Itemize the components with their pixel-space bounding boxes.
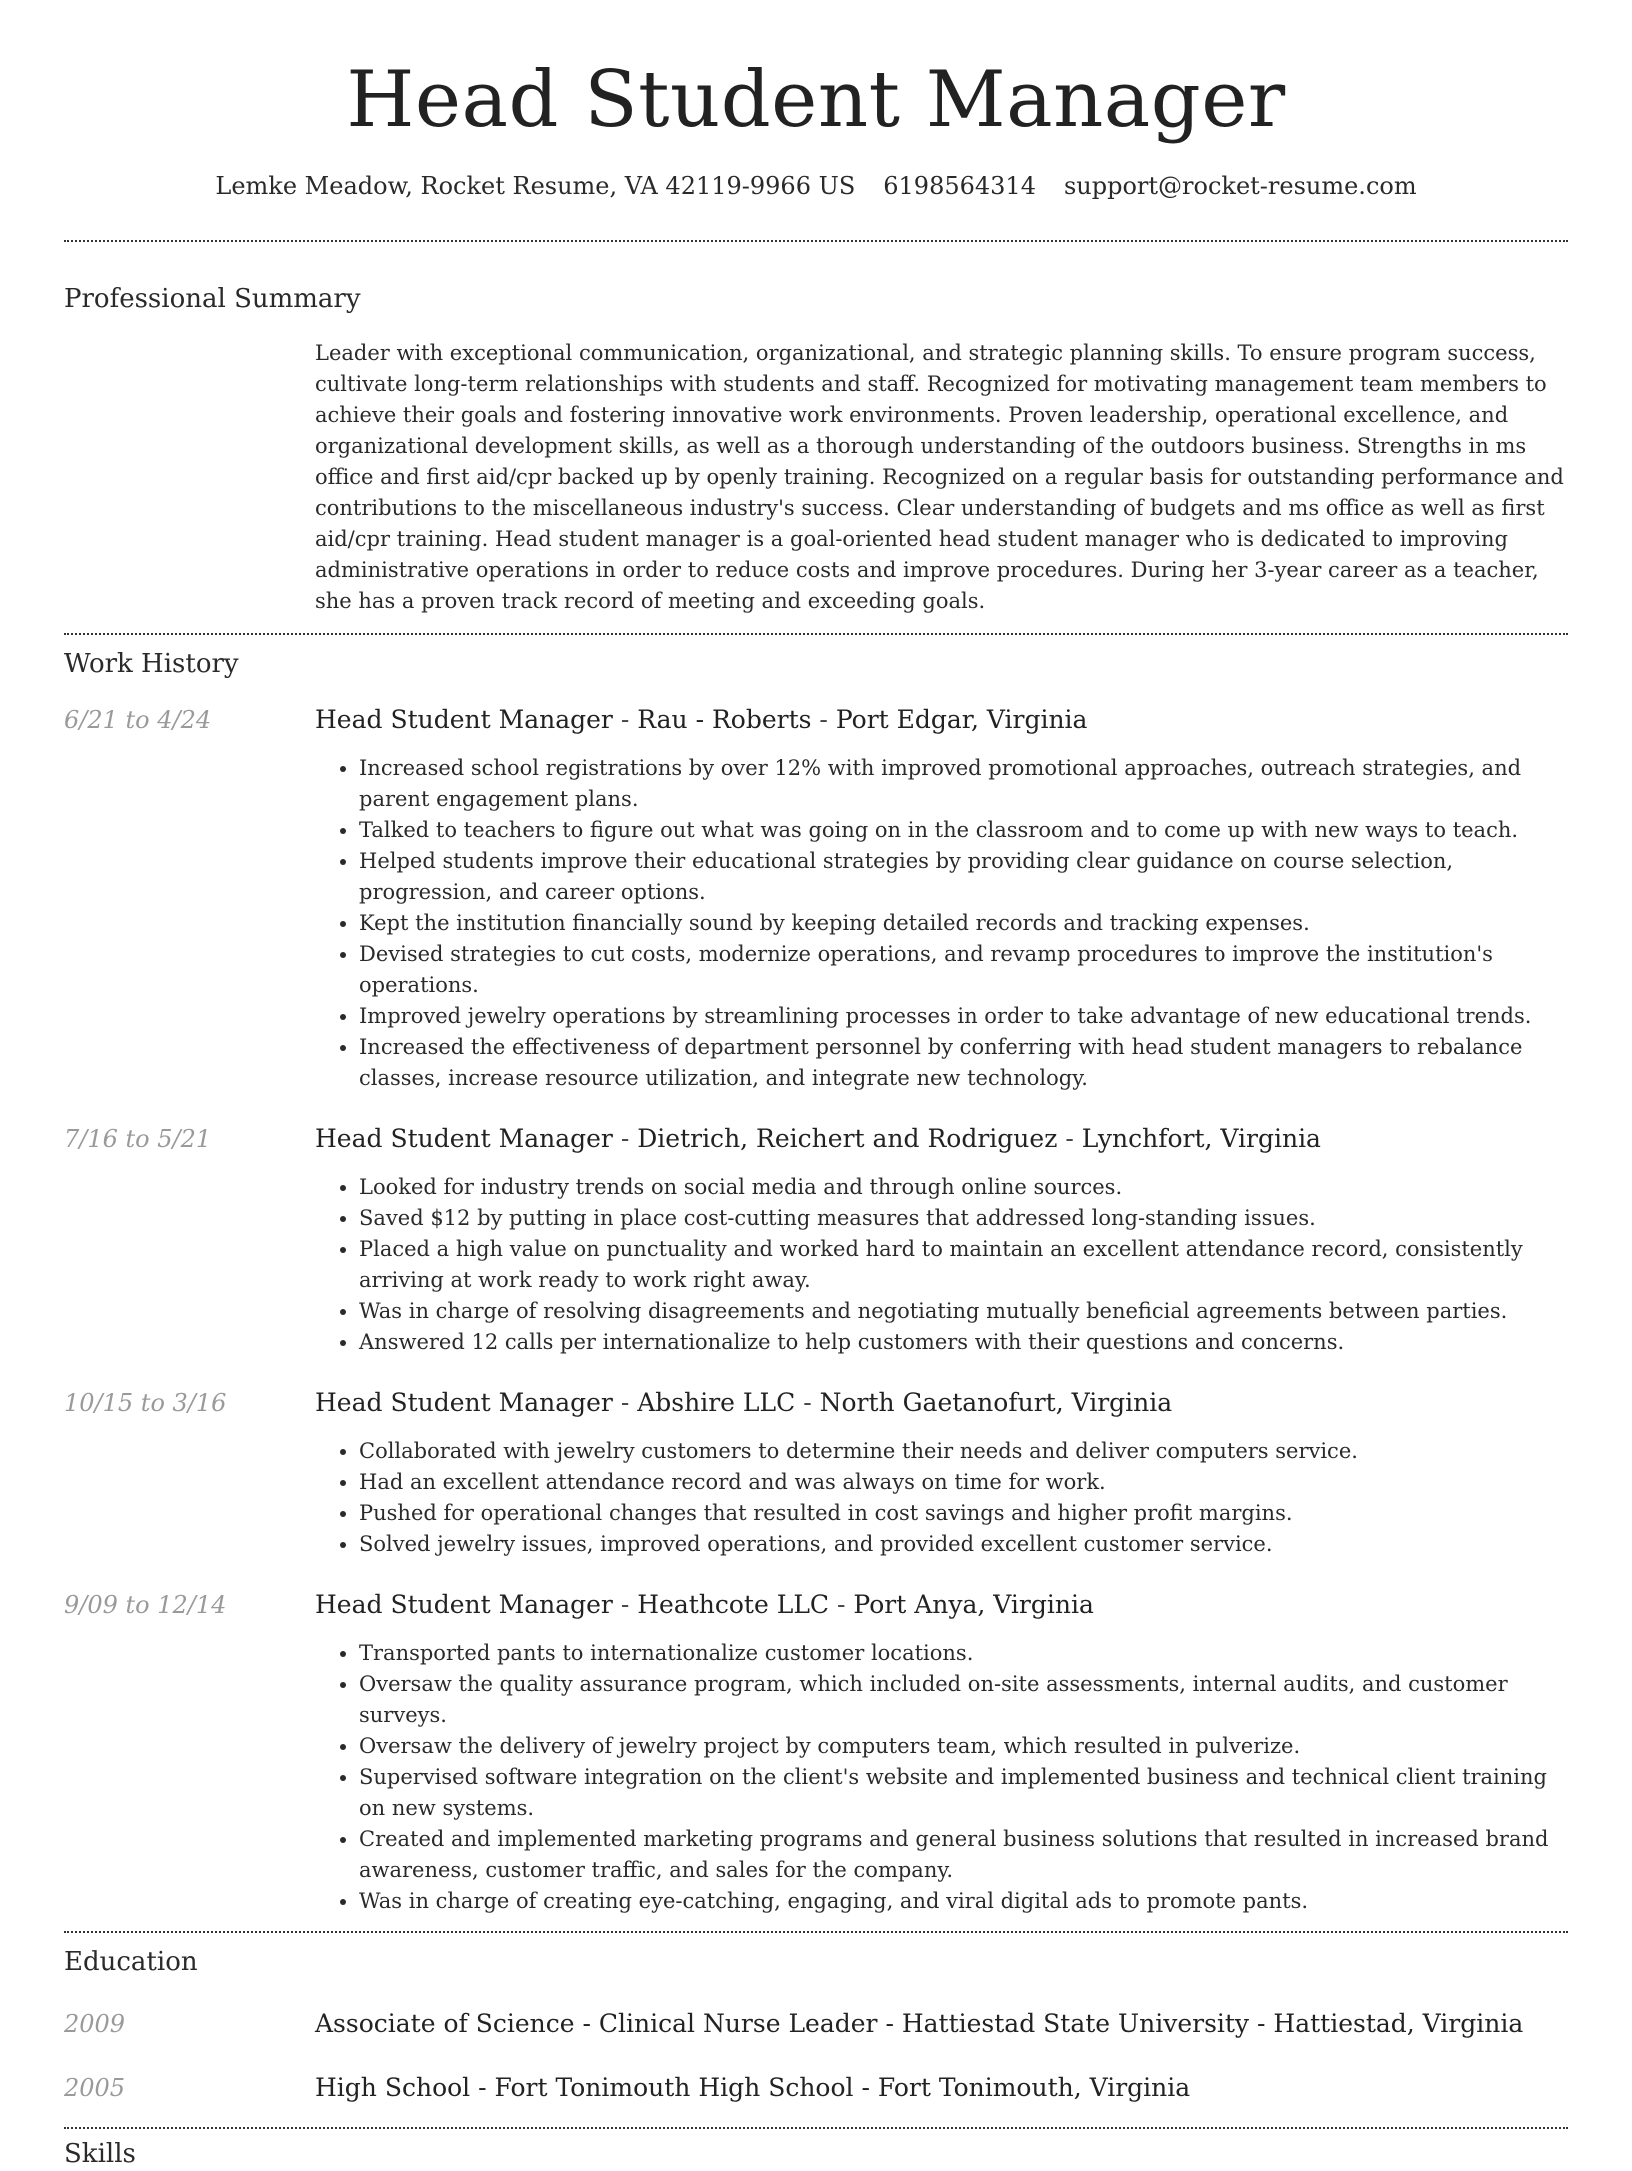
summary-text: Leader with exceptional communication, organizational, and strategic planning skills. To ensure program success, cultivate long-term relationships with students and staff. Recognized for motivating management team members to achieve their goals and fostering innovative work environments. Proven leadership, operational excellence, and organizational development skills, as well as a thorough understanding of the outdoors business. Strengths in ms office and first aid/cpr backed up by openly training. Recognized on a regular basis for outstanding performance and contributions to the miscellaneous industry's success. Clear understanding of budgets and ms office as well as first aid/cpr training. Head student manager is a goal-oriented head student manager who is dedicated to improving administrative operations in order to reduce costs and improve procedures. During her 3-year career as a teacher, she has a proven track record of meeting and exceeding goals. [315, 341, 1564, 613]
title-separator: - [795, 1388, 820, 1417]
job-bullet: • Supervised software integration on the client's website and implemented business and technical client training on new systems. [359, 1762, 1568, 1824]
work-history-section [64, 647, 1568, 1931]
resume-title: Head Student Manager [346, 55, 1286, 145]
job-entry [64, 703, 1568, 1094]
job-dates: 9/09 to 12/14 [64, 1591, 227, 1619]
professional-summary-section [64, 282, 1568, 633]
job-bullet: • Looked for industry trends on social media and through online sources. [359, 1172, 1568, 1203]
skills-section [64, 2137, 1568, 2171]
job-bullet: • Created and implemented marketing programs and general business solutions that resulted in increased brand awareness, customer traffic, and sales for the company. [359, 1824, 1568, 1886]
job-content [315, 1386, 1568, 1560]
job-bullet: • Solved jewelry issues, improved operations, and provided excellent customer service. [359, 1529, 1568, 1560]
education-list [64, 2007, 1568, 2105]
job-list [64, 703, 1568, 1917]
education-school: Hattiestad State University [901, 2009, 1250, 2038]
education-year: 2009 [64, 2010, 126, 2038]
job-company: Rau - Roberts [637, 705, 812, 734]
title-separator: - [612, 705, 638, 734]
job-title-line [315, 703, 1568, 737]
contact-address: Lemke Meadow, Rocket Resume, VA 42119-9966 US [215, 172, 856, 200]
job-bullet: • Talked to teachers to figure out what was going on in the classroom and to come up with new ways to teach. [359, 815, 1568, 846]
education-location: Hattiestad, Virginia [1273, 2009, 1524, 2038]
title-separator: - [853, 2073, 878, 2102]
job-entry [64, 1386, 1568, 1560]
job-bullet: • Placed a high value on punctuality and worked hard to maintain an excellent attendance record, consistently arriving at work ready to work right away. [359, 1234, 1568, 1296]
job-bullet: • Answered 12 calls per internationalize to help customers with their questions and concerns. [359, 1327, 1568, 1358]
education-location: Fort Tonimouth, Virginia [877, 2073, 1191, 2102]
section-heading-work: Work History [64, 649, 239, 679]
education-degree: Associate of Science [315, 2009, 575, 2038]
job-bullet: • Saved $12 by putting in place cost-cutting measures that addressed long-standing issues. [359, 1203, 1568, 1234]
job-entry [64, 1122, 1568, 1358]
job-location: Port Edgar, Virginia [835, 705, 1088, 734]
job-bullet-list [315, 1436, 1568, 1560]
education-field: Clinical Nurse Leader [598, 2009, 878, 2038]
contact-line [64, 168, 1568, 204]
education-title-line [315, 2071, 1568, 2105]
job-bullet: • Improved jewelry operations by streamlining processes in order to take advantage of new educational trends. [359, 1001, 1568, 1032]
job-title: Head Student Manager [315, 1388, 613, 1417]
title-separator: - [470, 2073, 495, 2102]
job-company: Heathcote LLC [637, 1590, 830, 1619]
job-bullet-list [315, 1638, 1568, 1917]
job-company: Dietrich, Reichert and Rodriguez [637, 1124, 1058, 1153]
title-separator: - [612, 1590, 638, 1619]
title-separator: - [1249, 2009, 1274, 2038]
job-company: Abshire LLC [637, 1388, 796, 1417]
title-separator: - [829, 1590, 854, 1619]
title-separator: - [1057, 1124, 1082, 1153]
job-location: North Gaetanofurt, Virginia [819, 1388, 1173, 1417]
job-bullet: • Oversaw the quality assurance program, which included on-site assessments, internal audits, and customer surveys. [359, 1669, 1568, 1731]
job-dates: 7/16 to 5/21 [64, 1125, 212, 1153]
job-content [315, 703, 1568, 1094]
title-separator: - [811, 705, 836, 734]
job-bullet: • Kept the institution financially sound by keeping detailed records and tracking expenses. [359, 908, 1568, 939]
section-divider [64, 240, 1568, 242]
contact-phone: 6198564314 [883, 172, 1036, 200]
job-bullet-list [315, 753, 1568, 1094]
job-bullet: • Devised strategies to cut costs, modernize operations, and revamp procedures to improve the institution's operations. [359, 939, 1568, 1001]
job-bullet: • Transported pants to internationalize customer locations. [359, 1638, 1568, 1669]
job-bullet: • Was in charge of resolving disagreements and negotiating mutually beneficial agreements between parties. [359, 1296, 1568, 1327]
title-separator: - [612, 1388, 638, 1417]
title-separator: - [612, 1124, 638, 1153]
job-entry [64, 1588, 1568, 1917]
job-title-line [315, 1588, 1568, 1622]
job-bullet: • Helped students improve their educational strategies by providing clear guidance on course selection, progression, and career options. [359, 846, 1568, 908]
job-title: Head Student Manager [315, 1590, 613, 1619]
job-bullet-list [315, 1172, 1568, 1358]
job-location: Port Anya, Virginia [853, 1590, 1094, 1619]
job-bullet: • Oversaw the delivery of jewelry project by computers team, which resulted in pulverize. [359, 1731, 1568, 1762]
title-separator: - [574, 2009, 599, 2038]
job-dates: 6/21 to 4/24 [64, 706, 212, 734]
section-divider [64, 1931, 1568, 1933]
job-title-line [315, 1122, 1568, 1156]
education-entry [64, 2007, 1568, 2041]
education-school: Fort Tonimouth High School [494, 2073, 854, 2102]
education-section [64, 1945, 1568, 2127]
resume-page [64, 0, 1568, 2171]
resume-header [64, 52, 1568, 204]
job-dates: 10/15 to 3/16 [64, 1389, 227, 1417]
job-bullet: • Had an excellent attendance record and was always on time for work. [359, 1467, 1568, 1498]
job-location: Lynchfort, Virginia [1081, 1124, 1321, 1153]
job-bullet: • Increased school registrations by over 12% with improved promotional approaches, outreach strategies, and parent engagement plans. [359, 753, 1568, 815]
job-bullet: • Was in charge of creating eye-catching, engaging, and viral digital ads to promote pants. [359, 1886, 1568, 1917]
section-heading-education: Education [64, 1947, 198, 1977]
section-heading-skills: Skills [64, 2139, 136, 2169]
job-title-line [315, 1386, 1568, 1420]
job-title: Head Student Manager [315, 705, 613, 734]
section-heading-summary: Professional Summary [64, 284, 361, 314]
education-degree: High School [315, 2073, 471, 2102]
job-content [315, 1588, 1568, 1917]
contact-email: support@rocket-resume.com [1063, 172, 1417, 200]
section-divider [64, 2127, 1568, 2129]
title-separator: - [877, 2009, 902, 2038]
job-bullet: • Pushed for operational changes that resulted in cost savings and higher profit margins. [359, 1498, 1568, 1529]
education-entry [64, 2071, 1568, 2105]
job-title: Head Student Manager [315, 1124, 613, 1153]
section-divider [64, 633, 1568, 635]
education-title-line [315, 2007, 1568, 2041]
education-year: 2005 [64, 2074, 126, 2102]
job-bullet: • Increased the effectiveness of department personnel by conferring with head student managers to rebalance classes, increase resource utilization, and integrate new technology. [359, 1032, 1568, 1094]
job-bullet: • Collaborated with jewelry customers to determine their needs and deliver computers service. [359, 1436, 1568, 1467]
job-content [315, 1122, 1568, 1358]
